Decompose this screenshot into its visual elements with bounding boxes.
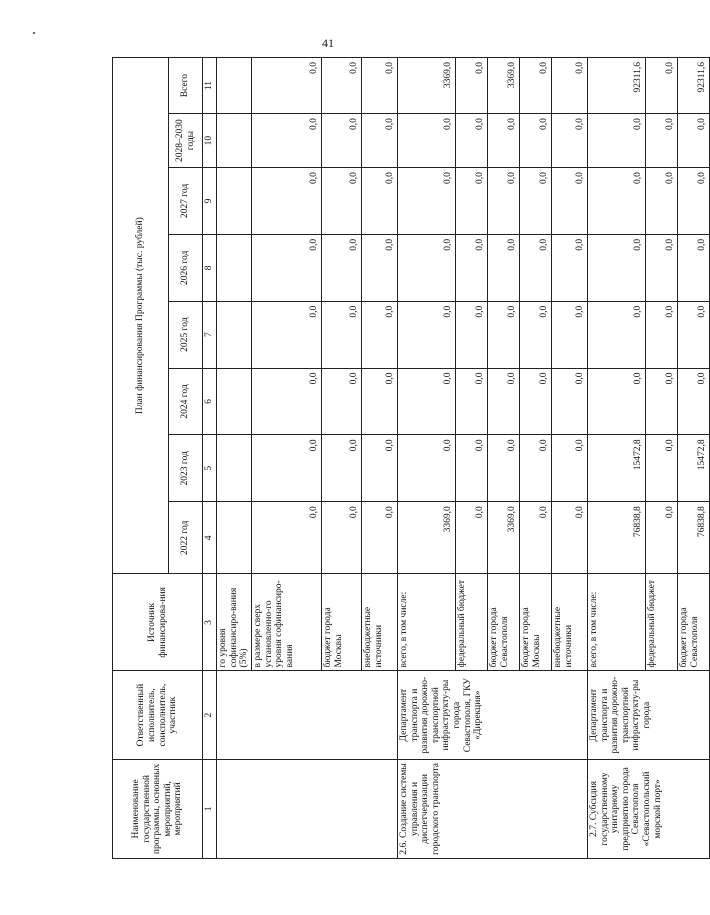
value-cell: 0,0 bbox=[645, 435, 677, 502]
value-cell: 0,0 bbox=[519, 435, 551, 502]
table-row bbox=[217, 58, 252, 859]
value-cell: 0,0 bbox=[487, 114, 519, 168]
value-cell: 0,0 bbox=[455, 301, 487, 368]
source-cell: бюджет города Москвы bbox=[321, 574, 361, 671]
value-cell bbox=[217, 168, 252, 235]
value-cell: 3369,0 bbox=[397, 502, 455, 574]
value-cell bbox=[217, 435, 252, 502]
value-cell: 76838,8 bbox=[677, 502, 709, 574]
row-name bbox=[217, 759, 398, 858]
value-cell: 0,0 bbox=[321, 58, 361, 114]
value-cell: 0,0 bbox=[251, 168, 321, 235]
column-number: 9 bbox=[203, 168, 217, 235]
value-cell: 0,0 bbox=[487, 234, 519, 301]
column-number: 2 bbox=[203, 671, 217, 759]
scan-speck bbox=[33, 32, 35, 34]
value-cell: 0,0 bbox=[361, 301, 397, 368]
value-cell: 0,0 bbox=[321, 168, 361, 235]
value-cell: 0,0 bbox=[587, 301, 645, 368]
value-cell: 0,0 bbox=[251, 114, 321, 168]
value-cell: 0,0 bbox=[551, 435, 587, 502]
header-year: 2028–2030 годы bbox=[169, 114, 203, 168]
value-cell: 0,0 bbox=[361, 234, 397, 301]
value-cell: 0,0 bbox=[645, 114, 677, 168]
header-source: Источник финансирова-ния bbox=[113, 574, 203, 671]
value-cell: 0,0 bbox=[519, 502, 551, 574]
column-numbers-row bbox=[203, 58, 217, 859]
value-cell: 0,0 bbox=[251, 502, 321, 574]
value-cell: 0,0 bbox=[677, 368, 709, 435]
value-cell: 0,0 bbox=[455, 114, 487, 168]
financing-table bbox=[112, 57, 710, 859]
value-cell: 0,0 bbox=[455, 435, 487, 502]
source-cell: внебюджетные источники bbox=[361, 574, 397, 671]
header-responsible: Ответственный исполнитель, соисполнитель, участник bbox=[113, 671, 203, 759]
column-number: 8 bbox=[203, 234, 217, 301]
column-number: 10 bbox=[203, 114, 217, 168]
header-year: 2023 год bbox=[169, 435, 203, 502]
value-cell: 92311,6 bbox=[587, 58, 645, 114]
value-cell: 0,0 bbox=[361, 435, 397, 502]
header-year: 2027 год bbox=[169, 168, 203, 235]
value-cell: 0,0 bbox=[361, 368, 397, 435]
header-year: 2026 год bbox=[169, 234, 203, 301]
column-number: 7 bbox=[203, 301, 217, 368]
value-cell: 0,0 bbox=[455, 502, 487, 574]
source-cell: в размере сверх установленно-го уровня софинансиро-вания bbox=[251, 574, 321, 671]
value-cell: 15472,8 bbox=[677, 435, 709, 502]
row-name: 2.7. Субсидия государственному унитарному предприятию города Севастополя «Севастопольский морской порт» bbox=[587, 759, 709, 858]
header-year: Всего bbox=[169, 58, 203, 114]
value-cell: 0,0 bbox=[645, 234, 677, 301]
value-cell: 0,0 bbox=[519, 301, 551, 368]
header-year: 2022 год bbox=[169, 502, 203, 574]
value-cell bbox=[217, 502, 252, 574]
column-number: 6 bbox=[203, 368, 217, 435]
value-cell: 0,0 bbox=[487, 168, 519, 235]
column-number: 4 bbox=[203, 502, 217, 574]
value-cell bbox=[217, 301, 252, 368]
row-responsible: Департамент транспорта и развития дорожно-транспортной инфраструкту-ры города bbox=[587, 671, 709, 759]
value-cell bbox=[217, 368, 252, 435]
value-cell: 0,0 bbox=[519, 114, 551, 168]
page-number: 41 bbox=[322, 36, 334, 50]
value-cell: 0,0 bbox=[551, 234, 587, 301]
value-cell: 0,0 bbox=[519, 368, 551, 435]
value-cell: 0,0 bbox=[321, 368, 361, 435]
value-cell: 0,0 bbox=[677, 301, 709, 368]
value-cell: 0,0 bbox=[321, 301, 361, 368]
source-cell: федеральный бюджет bbox=[455, 574, 487, 671]
value-cell bbox=[217, 114, 252, 168]
value-cell: 0,0 bbox=[645, 301, 677, 368]
column-number: 11 bbox=[203, 58, 217, 114]
value-cell: 0,0 bbox=[551, 368, 587, 435]
source-cell: бюджет города Севастополя bbox=[677, 574, 709, 671]
value-cell: 0,0 bbox=[361, 502, 397, 574]
header-row bbox=[113, 58, 169, 859]
value-cell: 76838,8 bbox=[587, 502, 645, 574]
value-cell: 0,0 bbox=[677, 114, 709, 168]
value-cell: 0,0 bbox=[645, 502, 677, 574]
row-responsible bbox=[217, 671, 398, 759]
source-cell: го уровня софинансиро-вания (5%) bbox=[217, 574, 252, 671]
value-cell: 0,0 bbox=[551, 58, 587, 114]
value-cell: 0,0 bbox=[251, 435, 321, 502]
column-number: 5 bbox=[203, 435, 217, 502]
value-cell: 0,0 bbox=[321, 502, 361, 574]
value-cell: 0,0 bbox=[551, 114, 587, 168]
header-year: 2024 год bbox=[169, 368, 203, 435]
source-cell: бюджет города Москвы bbox=[519, 574, 551, 671]
column-number: 1 bbox=[203, 759, 217, 858]
value-cell: 0,0 bbox=[587, 114, 645, 168]
value-cell: 0,0 bbox=[455, 234, 487, 301]
value-cell: 0,0 bbox=[251, 58, 321, 114]
value-cell: 0,0 bbox=[455, 168, 487, 235]
value-cell: 0,0 bbox=[645, 368, 677, 435]
value-cell: 3369,0 bbox=[397, 58, 455, 114]
value-cell: 0,0 bbox=[551, 168, 587, 235]
source-cell: бюджет города Севастополя bbox=[487, 574, 519, 671]
value-cell: 0,0 bbox=[587, 368, 645, 435]
value-cell: 0,0 bbox=[321, 234, 361, 301]
value-cell: 0,0 bbox=[397, 368, 455, 435]
value-cell: 0,0 bbox=[587, 168, 645, 235]
value-cell: 0,0 bbox=[455, 58, 487, 114]
value-cell: 0,0 bbox=[645, 168, 677, 235]
table-frame bbox=[112, 57, 708, 859]
value-cell: 0,0 bbox=[519, 168, 551, 235]
header-year: 2025 год bbox=[169, 301, 203, 368]
value-cell: 0,0 bbox=[321, 435, 361, 502]
value-cell: 0,0 bbox=[551, 301, 587, 368]
value-cell: 0,0 bbox=[361, 58, 397, 114]
value-cell: 0,0 bbox=[677, 168, 709, 235]
value-cell: 0,0 bbox=[487, 368, 519, 435]
value-cell: 0,0 bbox=[587, 234, 645, 301]
source-cell: всего, в том числе: bbox=[397, 574, 455, 671]
value-cell: 0,0 bbox=[397, 301, 455, 368]
value-cell: 92311,6 bbox=[677, 58, 709, 114]
value-cell: 0,0 bbox=[645, 58, 677, 114]
value-cell: 0,0 bbox=[487, 301, 519, 368]
column-number: 3 bbox=[203, 574, 217, 671]
value-cell: 0,0 bbox=[361, 168, 397, 235]
value-cell: 0,0 bbox=[251, 368, 321, 435]
row-responsible: Департамент транспорта и развития дорожно-транспортной инфраструкту-ры города Севастополя, ГКУ «Дирекция» bbox=[397, 671, 587, 759]
value-cell: 0,0 bbox=[397, 435, 455, 502]
value-cell bbox=[217, 58, 252, 114]
value-cell: 0,0 bbox=[251, 234, 321, 301]
value-cell: 0,0 bbox=[321, 114, 361, 168]
header-plan: План финансирования Программы (тыс. рублей) bbox=[113, 58, 169, 574]
value-cell: 0,0 bbox=[251, 301, 321, 368]
value-cell: 0,0 bbox=[397, 114, 455, 168]
source-cell: федеральный бюджет bbox=[645, 574, 677, 671]
value-cell: 0,0 bbox=[519, 234, 551, 301]
value-cell: 0,0 bbox=[677, 234, 709, 301]
rotated-table-container bbox=[112, 57, 708, 859]
header-name: Наименование государственной программы, основных мероприятий, мероприятий bbox=[113, 759, 203, 858]
value-cell: 15472,8 bbox=[587, 435, 645, 502]
table-row bbox=[397, 58, 455, 859]
row-name: 2.6. Создание системы управления и диспетчеризации городского транспорта bbox=[397, 759, 587, 858]
value-cell bbox=[217, 234, 252, 301]
source-cell: всего, в том числе: bbox=[587, 574, 645, 671]
value-cell: 0,0 bbox=[361, 114, 397, 168]
table-row bbox=[587, 58, 645, 859]
value-cell: 0,0 bbox=[551, 502, 587, 574]
value-cell: 0,0 bbox=[519, 58, 551, 114]
value-cell: 3369,0 bbox=[487, 58, 519, 114]
value-cell: 0,0 bbox=[455, 368, 487, 435]
value-cell: 0,0 bbox=[487, 435, 519, 502]
value-cell: 0,0 bbox=[397, 168, 455, 235]
value-cell: 0,0 bbox=[397, 234, 455, 301]
value-cell: 3369,0 bbox=[487, 502, 519, 574]
source-cell: внебюджетные источники bbox=[551, 574, 587, 671]
